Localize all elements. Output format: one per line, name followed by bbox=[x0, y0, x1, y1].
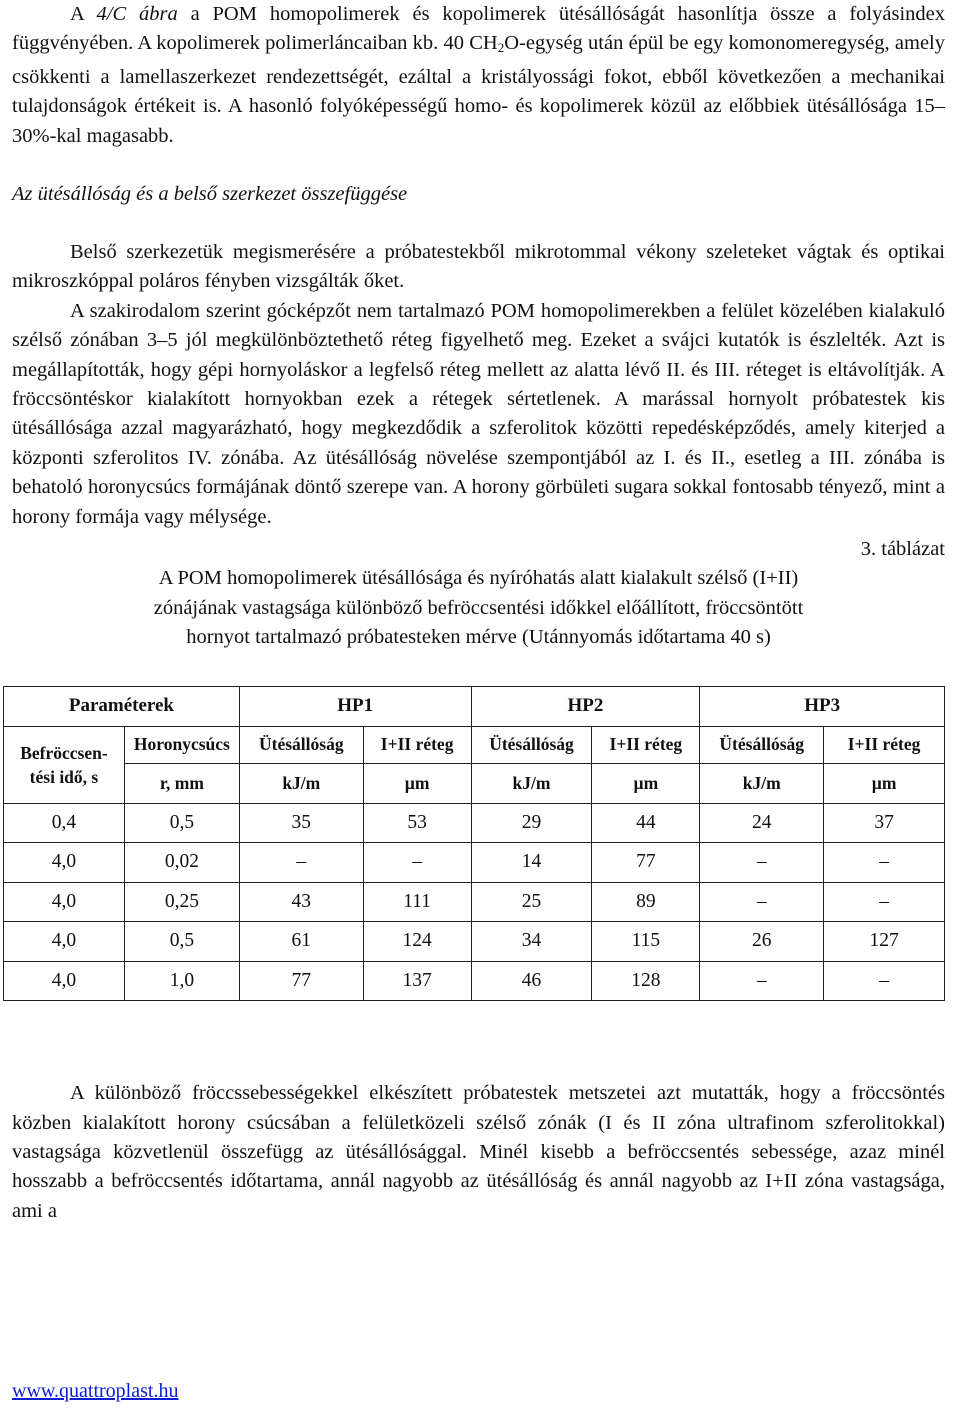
table-cell: 4,0 bbox=[4, 843, 125, 883]
figure-reference: 4/C ábra bbox=[96, 3, 178, 25]
data-table bbox=[3, 686, 945, 1002]
section-heading: Az ütésállóság és a belső szerkezet összefüggése bbox=[12, 183, 408, 206]
table-cell: – bbox=[824, 882, 945, 922]
header-cell: Ütésállóság bbox=[700, 726, 824, 763]
table-cell: 25 bbox=[471, 882, 592, 922]
paragraph-structure: Belső szerkezetük megismerésére a próbatestekből mikrotommal vékony szeleteket vágtak és optikai mikroszkóppal poláros fényben vizsgálták őket. bbox=[12, 241, 945, 293]
table-cell: – bbox=[824, 843, 945, 883]
paragraph-conclusion: A különböző fröccssebességekkel elkészített próbatestek metszetei azt mutatták, hogy a fröccsöntés közben kialakított horony csúcsában a felületközeli szélső zónák (I és II zóna ultrafinom szferolitokkal) vastagsága közvetlenül összefügg az ütésállósággal. Minél kisebb a befröccsentés sebessége, azaz minél hosszabb a befröccsentés időtartama, annál nagyobb az ütésállóság és annál nagyobb az I+II zóna vastagsága, ami a bbox=[12, 1082, 945, 1222]
table-cell: 61 bbox=[239, 922, 363, 962]
header-hp1: HP1 bbox=[239, 686, 471, 726]
table-cell: 24 bbox=[700, 803, 824, 843]
header-hp3: HP3 bbox=[700, 686, 945, 726]
table-cell: 115 bbox=[592, 922, 700, 962]
paragraph-literature: A szakirodalom szerint gócképzőt nem tartalmazó POM homopolimerekben a felület közelében kialakuló szélső zónában 3–5 jól megkülönböztethető réteg figyelhető meg. Ezeket a svájci kutatók is észlelték. Azt is megállapították, hogy gépi hornyoláskor a legfelső réteg mellett az alatta lévő II. és III. réteget is eltávolítják. A fröccsöntéskor kialakított hornyokban ezek a rétegek sértetlenek. A marással hornyolt próbatestek kis ütésállósága azzal magyarázható, hogy megkezdődik a szferolitok közötti repedésképződés, amely kiterjed a központi szferolitos IV. zónába. Az ütésállóság növelése szempontjából az I. és II., esetleg a III. zónába is behatoló horonycsúcs formájának döntő szerepe van. A horony görbületi sugara sokkal fontosabb tényező, mint a horony formája vagy mélysége. bbox=[12, 299, 945, 528]
table-cell: 77 bbox=[592, 843, 700, 883]
table-header-row bbox=[4, 686, 945, 726]
header-cell: I+II réteg bbox=[592, 726, 700, 763]
table-cell: – bbox=[700, 961, 824, 1001]
table-cell: 4,0 bbox=[4, 922, 125, 962]
table-row bbox=[4, 882, 945, 922]
table-cell: 111 bbox=[363, 882, 471, 922]
text-span: O-egység után épül be egy komonomeregység, amely csökkenti a lamellaszerkezet rendezettségét, ezáltal a kristályossági fokot, ebből következően a mechanikai tulajdonságok értékeit is. A hasonló folyóképességű homo- és kopolimerek közül az előbbiek ütésállósága 15–30%-kal magasabb. bbox=[12, 32, 945, 147]
unit-cell: µm bbox=[363, 763, 471, 803]
caption-line: A POM homopolimerek ütésállósága és nyíróhatás alatt kialakult szélső (I+II) bbox=[158, 567, 799, 590]
table-cell: 124 bbox=[363, 922, 471, 962]
table-cell: 0,5 bbox=[124, 922, 239, 962]
table-row bbox=[4, 961, 945, 1001]
text-span: a POM homopolimerek és kopolimerek ütésállóságát hasonlítja össze a folyásindex függvényében. A kopolimerek polimerláncaiban kb. 40 CH bbox=[12, 3, 945, 55]
unit-cell: kJ/m bbox=[700, 763, 824, 803]
header-cell: Horonycsúcs bbox=[124, 726, 239, 763]
table-cell: 89 bbox=[592, 882, 700, 922]
text-span: A bbox=[70, 3, 97, 25]
table-cell: – bbox=[239, 843, 363, 883]
table-cell: – bbox=[700, 882, 824, 922]
table-cell: 4,0 bbox=[4, 961, 125, 1001]
table-cell: 0,25 bbox=[124, 882, 239, 922]
header-line: Befröccsen- bbox=[20, 742, 108, 763]
table-cell: 0,4 bbox=[4, 803, 125, 843]
header-params: Paraméterek bbox=[4, 686, 240, 726]
table-cell: 128 bbox=[592, 961, 700, 1001]
header-cell: Ütésállóság bbox=[239, 726, 363, 763]
table-cell: 35 bbox=[239, 803, 363, 843]
table-cell: 44 bbox=[592, 803, 700, 843]
table-caption bbox=[12, 564, 945, 653]
unit-cell: r, mm bbox=[124, 763, 239, 803]
table-cell: – bbox=[824, 961, 945, 1001]
unit-cell: µm bbox=[592, 763, 700, 803]
table-cell: 137 bbox=[363, 961, 471, 1001]
table-cell: 127 bbox=[824, 922, 945, 962]
header-hp2: HP2 bbox=[471, 686, 700, 726]
header-cell: I+II réteg bbox=[824, 726, 945, 763]
footer-link[interactable]: www.quattroplast.hu bbox=[12, 1380, 179, 1402]
header-cell: Ütésállóság bbox=[471, 726, 592, 763]
table-cell: – bbox=[363, 843, 471, 883]
subscript: 2 bbox=[497, 40, 505, 56]
table-cell: 53 bbox=[363, 803, 471, 843]
table-cell: 34 bbox=[471, 922, 592, 962]
unit-cell: kJ/m bbox=[239, 763, 363, 803]
table-cell: 46 bbox=[471, 961, 592, 1001]
header-injection-time bbox=[4, 726, 125, 803]
table-header-row bbox=[4, 726, 945, 763]
table-cell: – bbox=[700, 843, 824, 883]
table-cell: 29 bbox=[471, 803, 592, 843]
table-row bbox=[4, 922, 945, 962]
table-cell: 0,02 bbox=[124, 843, 239, 883]
unit-cell: µm bbox=[824, 763, 945, 803]
caption-line: hornyot tartalmazó próbatesteken mérve (Utánnyomás időtartama 40 s) bbox=[186, 626, 771, 649]
header-cell: I+II réteg bbox=[363, 726, 471, 763]
unit-cell: kJ/m bbox=[471, 763, 592, 803]
table-cell: 37 bbox=[824, 803, 945, 843]
caption-line: zónájának vastagsága különböző befröccsentési időkkel előállított, fröccsöntött bbox=[153, 596, 804, 619]
table-cell: 43 bbox=[239, 882, 363, 922]
table-row bbox=[4, 803, 945, 843]
document-page bbox=[12, 0, 945, 1226]
paragraph-intro bbox=[12, 0, 945, 151]
table-cell: 0,5 bbox=[124, 803, 239, 843]
header-line: tési idő, s bbox=[29, 766, 99, 787]
table-cell: 26 bbox=[700, 922, 824, 962]
table-cell: 4,0 bbox=[4, 882, 125, 922]
table-unit-row bbox=[4, 763, 945, 803]
table-label: 3. táblázat bbox=[860, 538, 945, 561]
table-row bbox=[4, 843, 945, 883]
table-cell: 77 bbox=[239, 961, 363, 1001]
table-cell: 14 bbox=[471, 843, 592, 883]
table-cell: 1,0 bbox=[124, 961, 239, 1001]
